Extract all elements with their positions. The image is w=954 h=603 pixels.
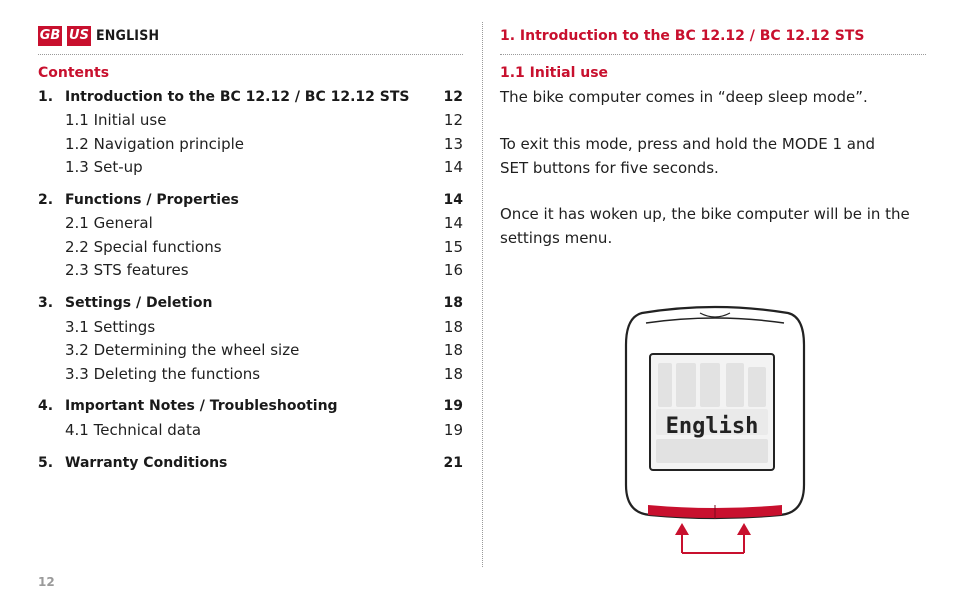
toc-sub-title: 2.3 STS features [65,261,189,279]
toc-section-page: 12 [443,89,463,105]
toc-section-4[interactable] [38,398,463,418]
toc-section-page: 21 [443,455,463,471]
paragraph-3-line-1: Once it has woken up, the bike computer will be in the [500,205,910,223]
toc-section-title: Settings / Deletion [65,295,213,311]
bike-computer-illustration [620,305,810,567]
toc-section-title: Warranty Conditions [65,455,228,471]
toc-section-number: 4. [38,398,54,414]
toc-section-title: Introduction to the BC 12.12 / BC 12.12 STS [65,89,410,105]
toc-sub-1-1[interactable] [65,111,463,131]
toc-sub-page: 12 [443,111,463,129]
lcd-display-text: English [665,414,759,439]
toc-sub-page: 15 [443,238,463,256]
badge-gb: GB [38,26,62,46]
header-divider-right [500,54,926,55]
toc-sub-title: 1.3 Set-up [65,158,143,176]
contents-title: Contents [38,65,110,81]
paragraph-2 [500,133,930,180]
language-label: ENGLISH [96,28,160,44]
toc-section-1[interactable] [38,89,463,109]
toc-sub-page: 18 [443,341,463,359]
toc-section-5[interactable] [38,455,463,475]
toc-sub-page: 19 [443,421,463,439]
toc-section-title: Important Notes / Troubleshooting [65,398,338,414]
toc-sub-title: 3.2 Determining the wheel size [65,341,300,359]
arrow-left-head [675,523,689,535]
header-divider-left [38,54,463,55]
toc-section-number: 2. [38,192,54,208]
toc-sub-title: 1.1 Initial use [65,111,167,129]
toc-sub-4-1[interactable] [65,421,463,441]
toc-sub-1-3[interactable] [65,158,463,178]
toc-section-page: 14 [443,192,463,208]
toc-sub-2-3[interactable] [65,261,463,281]
toc-sub-2-2[interactable] [65,238,463,258]
toc-section-page: 19 [443,398,463,414]
toc-sub-title: 4.1 Technical data [65,421,202,439]
toc-section-number: 5. [38,455,54,471]
paragraph-3-line-2: settings menu. [500,228,613,247]
paragraph-2-line-2: SET buttons for five seconds. [500,158,719,177]
page-number: 12 [38,575,55,589]
toc-section-page: 18 [443,295,463,311]
paragraph-1 [500,86,930,110]
chapter-heading: 1. Introduction to the BC 12.12 / BC 12.12 STS [500,28,865,44]
toc-section-number: 1. [38,89,54,105]
toc-sub-3-2[interactable] [65,341,463,361]
toc-sub-page: 13 [443,135,463,153]
badge-us: US [67,26,91,46]
arrow-right-head [737,523,751,535]
toc-section-3[interactable] [38,295,463,315]
section-subheading: 1.1 Initial use [500,65,609,81]
toc-section-2[interactable] [38,192,463,212]
toc-sub-3-3[interactable] [65,365,463,385]
toc-sub-title: 1.2 Navigation principle [65,135,244,153]
toc-section-number: 3. [38,295,54,311]
toc-sub-title: 2.2 Special functions [65,238,222,256]
toc-sub-1-2[interactable] [65,135,463,155]
press-both-buttons-arrows [682,529,744,553]
paragraph-2-line-1: To exit this mode, press and hold the MODE 1 and [500,135,876,153]
toc-section-title: Functions / Properties [65,192,239,208]
toc-sub-3-1[interactable] [65,318,463,338]
toc-sub-title: 3.3 Deleting the functions [65,365,261,383]
paragraph-1-text: The bike computer comes in “deep sleep mode”. [500,88,868,106]
toc-sub-2-1[interactable] [65,214,463,234]
toc-sub-page: 16 [443,261,463,279]
toc-sub-page: 14 [443,158,463,176]
toc-sub-title: 3.1 Settings [65,318,156,336]
toc-sub-page: 18 [443,365,463,383]
toc-sub-page: 14 [443,214,463,232]
toc-sub-title: 2.1 General [65,214,153,232]
paragraph-3 [500,203,930,250]
column-divider [482,22,483,567]
toc-sub-page: 18 [443,318,463,336]
